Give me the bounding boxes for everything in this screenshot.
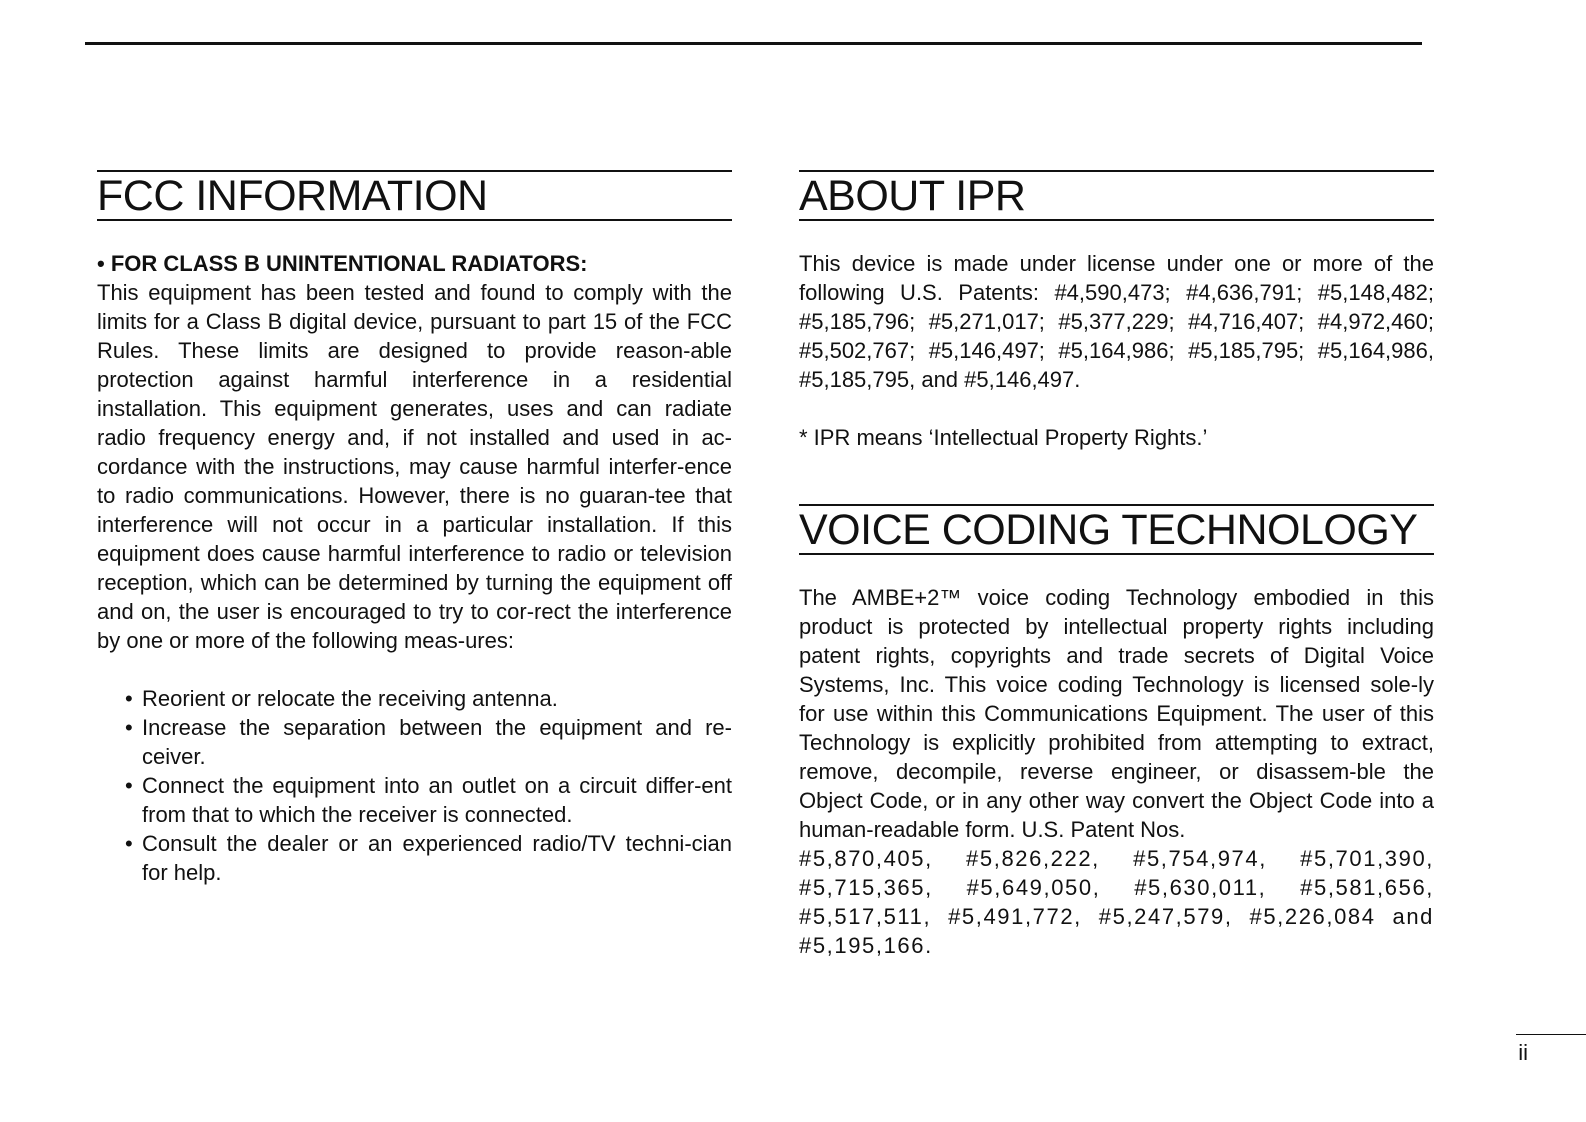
measure-text: Connect the equipment into an outlet on a circuit differ-ent from that to which the receiver is connected. bbox=[142, 773, 732, 827]
ipr-footnote: * IPR means ‘Intellectual Property Rights.’ bbox=[799, 425, 1208, 450]
list-item bbox=[125, 829, 732, 887]
ipr-paragraph: This device is made under license under one or more of the following U.S. Patents: #4,590,473; #4,636,791; #5,148,482; #5,185,796; #5,271,017; #5,377,229; #4,716,407; #4,972,460; #5,502,767; #5,146,497; #5,164,986; #5,185,795; #5,164,986, #5,185,795, and #5,146,497. bbox=[799, 251, 1434, 392]
measure-text: Consult the dealer or an experienced radio/TV techni-cian for help. bbox=[142, 831, 732, 885]
voice-coding-section bbox=[799, 504, 1434, 960]
bullet-icon: • bbox=[125, 831, 133, 856]
list-item bbox=[125, 684, 732, 713]
bullet-icon: • bbox=[125, 773, 133, 798]
voice-paragraph: The AMBE+2™ voice coding Technology embodied in this product is protected by intellectual property rights including patent rights, copyrights and trade secrets of Digital Voice Systems, Inc. This voice coding Technology is licensed sole-ly for use within this Communications Equipment. The user of this Technology is explicitly prohibited from attempting to extract, remove, decompile, reverse engineer, or disassem-ble the Object Code, or in any other way convert the Object Code into a human-readable form. U.S. Patent Nos. bbox=[799, 585, 1434, 842]
measures-list bbox=[97, 684, 732, 887]
voice-patent-numbers: #5,870,405, #5,826,222, #5,754,974, #5,701,390, #5,715,365, #5,649,050, #5,630,011, #5,581,656, #5,517,511, #5,491,772, #5,247,579, #5,226,084 and #5,195,166. bbox=[799, 846, 1434, 958]
voice-heading: VOICE CODING TECHNOLOGY bbox=[799, 504, 1434, 555]
bullet-icon: • bbox=[125, 715, 133, 740]
right-column bbox=[799, 170, 1434, 960]
fcc-heading: FCC INFORMATION bbox=[97, 170, 732, 221]
class-b-subheading: • FOR CLASS B UNINTENTIONAL RADIATORS: bbox=[97, 251, 588, 276]
measure-text: Increase the separation between the equipment and re-ceiver. bbox=[142, 715, 732, 769]
fcc-paragraph: This equipment has been tested and found to comply with the limits for a Class B digital device, pursuant to part 15 of the FCC Rules. These limits are designed to provide reason-able protection against harmful interference in a residential installation. This equipment generates, uses and can radiate radio frequency energy and, if not installed and used in ac-cordance with the instructions, may cause harmful interfer-ence to radio communications. However, there is no guaran-tee that interference will not occur in a particular installation. If this equipment does cause harmful interference to radio or television reception, which can be determined by turning the equipment off and on, the user is encouraged to try to cor-rect the interference by one or more of the following meas-ures: bbox=[97, 280, 732, 653]
measure-text: Reorient or relocate the receiving antenna. bbox=[142, 686, 558, 711]
page-number-rule bbox=[1516, 1034, 1586, 1035]
list-item bbox=[125, 713, 732, 771]
ipr-heading: ABOUT IPR bbox=[799, 170, 1434, 221]
page-number: ii bbox=[1518, 1040, 1528, 1065]
fcc-information-section bbox=[97, 170, 732, 887]
about-ipr-section bbox=[799, 170, 1434, 452]
list-item bbox=[125, 771, 732, 829]
top-rule bbox=[85, 42, 1422, 45]
bullet-icon: • bbox=[125, 686, 133, 711]
